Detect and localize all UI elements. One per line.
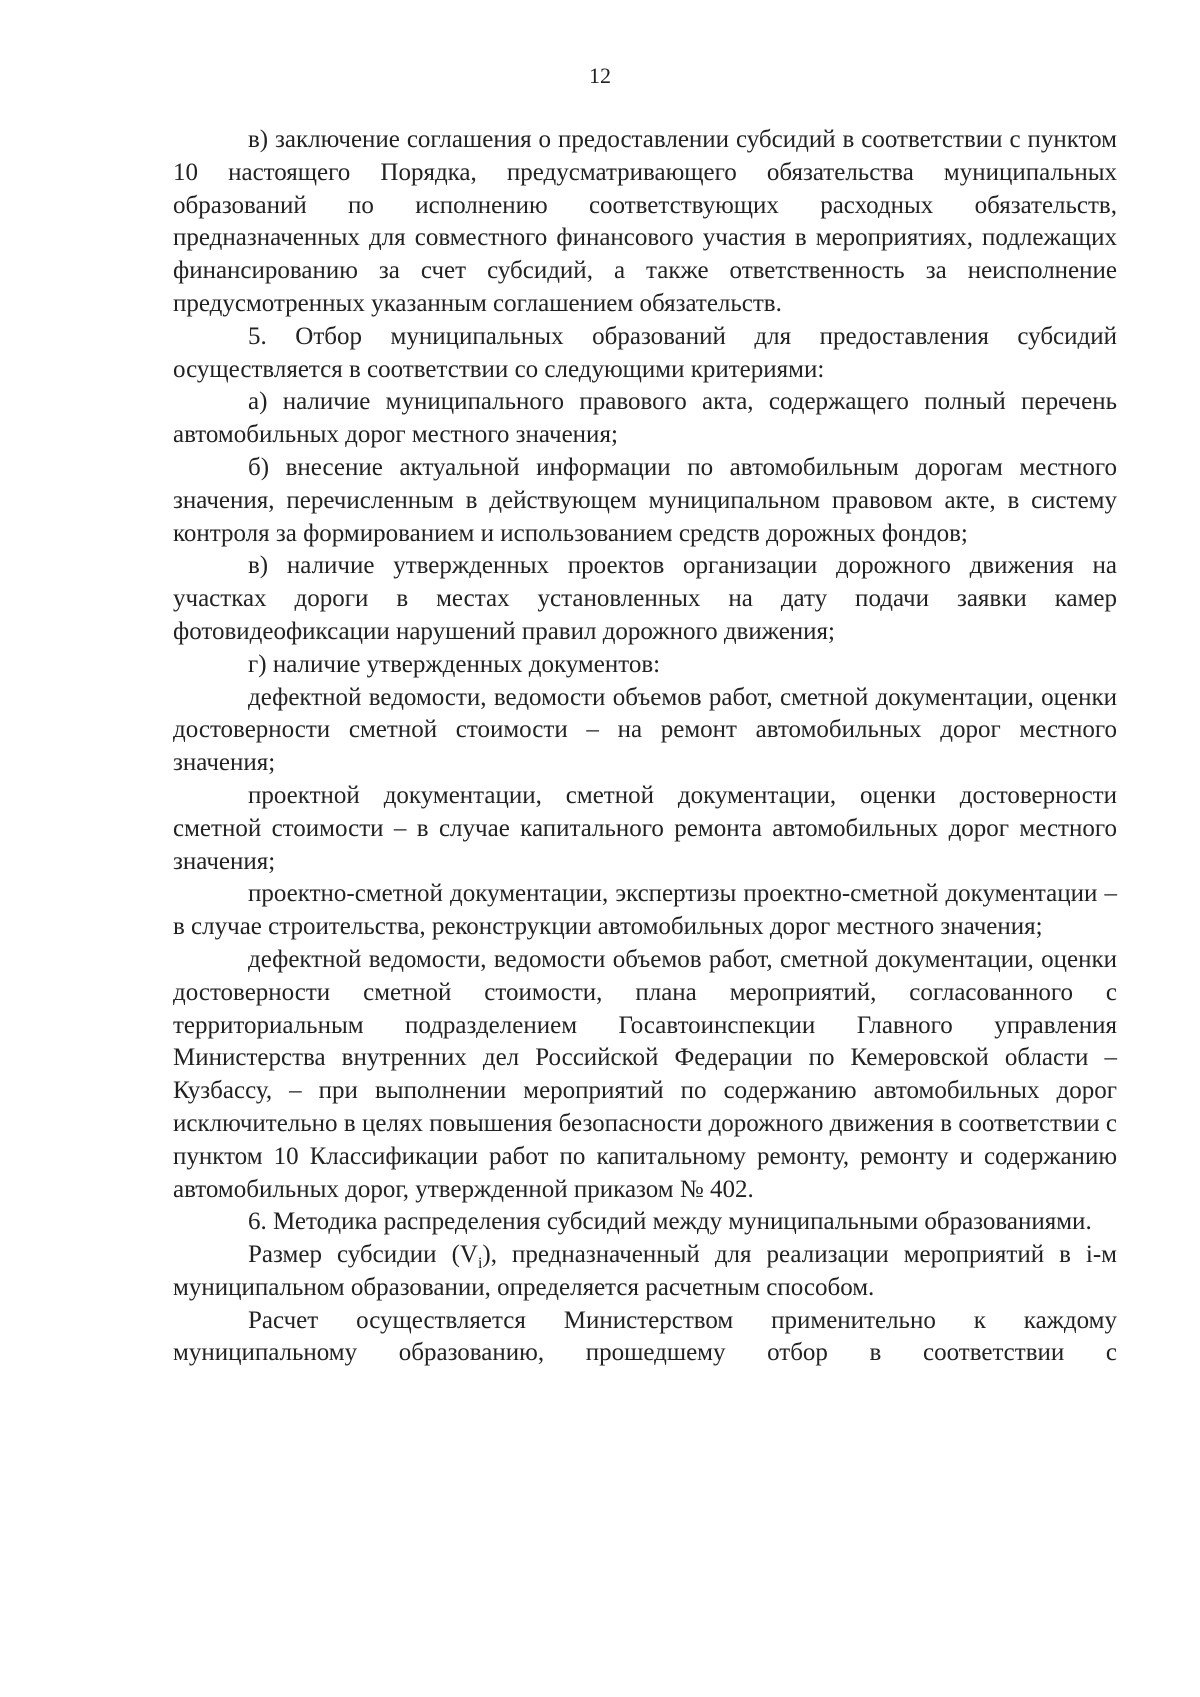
criterion-a: а) наличие муниципального правового акта, содержащего полный перечень автомобильных дорог местного значения; (173, 388, 1117, 449)
subsidy-subscript: i (477, 1255, 483, 1273)
criterion-b: б) внесение актуальной информации по автомобильным дорогам местного значения, перечисленным в действующем муниципальном правовом акте, в систему контроля за формированием и использованием средств дорожных фондов; (173, 453, 1117, 547)
paragraph-calculation: Расчет осуществляется Министерством применительно к каждому муниципальному образованию, прошедшему отбор в соответствии с (173, 1306, 1117, 1367)
paragraph-subsidy-size (173, 1239, 1117, 1305)
docs-construction: проектно-сметной документации, экспертизы проектно-сметной документации – в случае строительства, реконструкции автомобильных дорог местного значения; (173, 880, 1117, 941)
paragraph-methodology: 6. Методика распределения субсидий между муниципальными образованиями. (248, 1208, 1092, 1236)
document-body (173, 124, 1117, 1370)
subsidy-size-text-start: Размер субсидии (V (248, 1241, 478, 1269)
subsidy-size-text-end: ), предназначенный для реализации мероприятий в i-м муниципальном образовании, определяется расчетным способом. (173, 1241, 1117, 1301)
docs-repair: дефектной ведомости, ведомости объемов работ, сметной документации, оценки достоверности сметной стоимости – на ремонт автомобильных дорог местного значения; (173, 683, 1117, 777)
paragraph-selection-criteria: 5. Отбор муниципальных образований для предоставления субсидий осуществляется в соответствии со следующими критериями: (173, 322, 1117, 383)
paragraph-agreement-conclusion: в) заключение соглашения о предоставлении субсидий в соответствии с пунктом 10 настоящего Порядка, предусматривающего обязательства муниципальных образований по исполнению соответствующих расходных обязательств, предназначенных для совместного финансового участия в мероприятиях, подлежащих финансированию за счет субсидий, а также ответственность за неисполнение предусмотренных указанным соглашением обязательств. (173, 126, 1117, 317)
docs-capital-repair: проектной документации, сметной документации, оценки достоверности сметной стоимости – в случае капитального ремонта автомобильных дорог местного значения; (173, 781, 1117, 875)
docs-maintenance: дефектной ведомости, ведомости объемов работ, сметной документации, оценки достоверности сметной стоимости, плана мероприятий, согласованного с территориальным подразделением Госавтоинспекции Главного управления Министерства внутренних дел Российской Федерации по Кемеровской области – Кузбассу, – при выполнении мероприятий по содержанию автомобильных дорог исключительно в целях повышения безопасности дорожного движения в соответствии с пунктом 10 Классификации работ по капитальному ремонту, ремонту и содержанию автомобильных дорог, утвержденной приказом № 402. (173, 945, 1117, 1203)
criterion-g: г) наличие утвержденных документов: (248, 650, 661, 678)
page-number: 12 (589, 63, 611, 88)
criterion-v: в) наличие утвержденных проектов организации дорожного движения на участках дороги в местах установленных на дату подачи заявки камер фотовидеофиксации нарушений правил дорожного движения; (173, 552, 1117, 645)
